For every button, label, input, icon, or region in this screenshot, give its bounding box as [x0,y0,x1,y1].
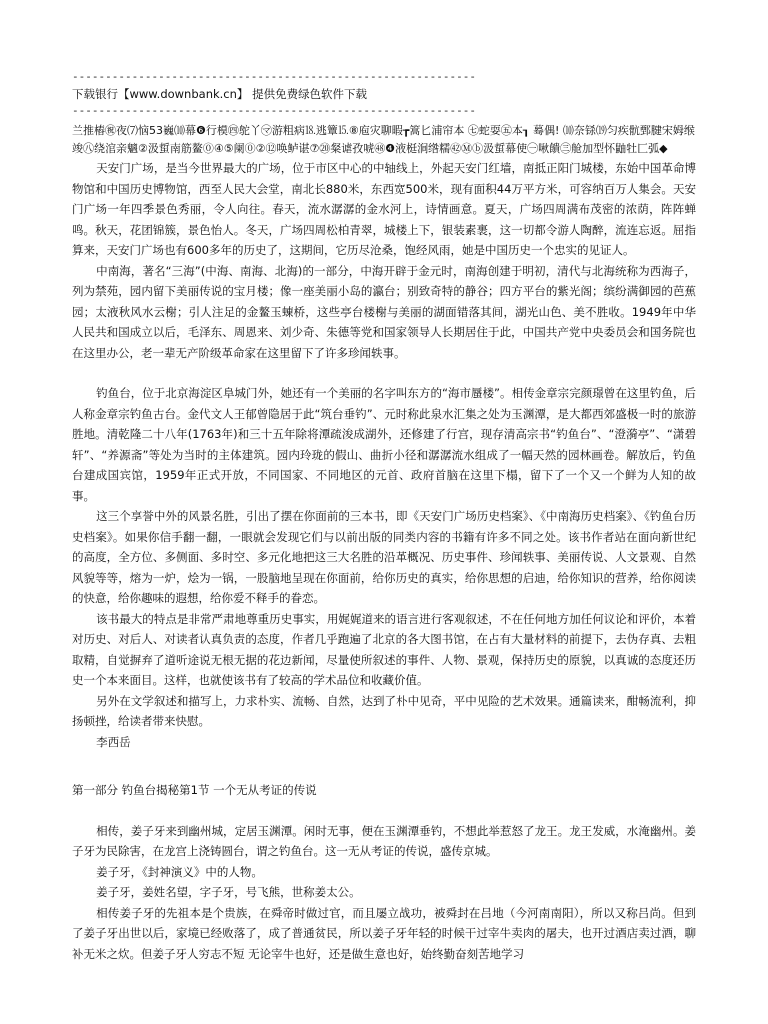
paragraph-zhongnanhai: 中南海，著名“三海”(中海、南海、北海)的一部分，中海开辟于金元时，南海创建于明初，清代与北海统称为西海子，列为禁苑，园内留下美丽传说的宝月楼；像一座美丽小岛的瀛台；别致奇特的静谷；四方平台的紫光阁；缤纷满御园的芭蕉园；太液秋风水云榭；引人注足的金鳌玉蝀桥，这些亭台楼榭与美丽的湖面错落其间，湖光山色、美不胜收。1949年中华人民共和国成立以后，毛泽东、周恩来、刘少奇、朱德等党和国家领导人长期居住于此，中国共产党中央委员会和国务院也在这里办公，老一辈无产阶级革命家在这里留下了许多珍闻轶事。 [72,263,696,360]
paragraph-jiang-history: 相传姜子牙的先祖本是个贵族，在舜帝时做过官，而且屡立战功，被舜封在吕地（今河南南阳），所以又称吕尚。但到了姜子牙出世以后，家境已经败落了，成了普通贫民，所以姜子牙年轻的时候干过宰牛卖肉的屠夫，也开过酒店卖过酒，聊补无米之炊。但姜子牙人穷志不短 无论宰牛也好，还是做生意也好，始终勤奋刻苦地学习 [72,905,696,961]
heading-gap [72,801,696,821]
paragraph-tiananmen: 天安门广场，是当今世界最大的广场，位于市区中心的中轴线上，外起天安门红墙，南抵正阳门城楼，东始中国革命博物馆和中国历史博物馆，西至人民大会堂，南北长880米，东西宽500米，现有面积44万平方米，可容纳百万人集会。天安门广场一年四季景色秀丽，令人向往。春天，流水潺潺的金水河上，诗情画意。夏天，广场四周满布茂密的浓荫，阵阵蝉鸣。秋天，花团锦簇，景色怡人。冬天，广场四周松柏青翠，城楼上下，银装素裹，这一切都令游人陶醉，流连忘返。屈指算来，天安门广场也有600多年的历史了，这期间，它历尽沧桑，饱经风雨，她是中国历史一个忠实的见证人。 [72,161,696,257]
header-rule-bottom: ------------------------------------------------------------- [72,104,476,117]
paragraph-legend: 相传，姜子牙来到幽州城，定居玉渊潭。闲时无事，便在玉渊潭垂钓，不想此举惹怒了龙王。龙王发威，水淹幽州。姜子牙为民除害，在龙宫上浇铸圆台，谓之钓鱼台。这一无从考证的传说，盛传京城。 [72,823,696,858]
paragraph-fengshen: 姜子牙，《封神演义》中的人物。 [96,864,263,879]
paragraph-jiang-name: 姜子牙，姜姓名望，字子牙，号飞熊，世称姜太公。 [96,885,361,899]
paragraph-book-features: 该书最大的特点是非常严肃地尊重历史事实，用娓娓道来的语言进行客观叙述，不在任何地方加任何议论和评价，本着对历史、对后人、对读者认真负责的态度，作者几乎跑遍了北京的各大图书馆，在占有大量材料的前提下，去伪存真、去粗取精，自觉摒弃了道听途说无根无据的花边新闻，尽量使所叙述的事件、人物、景观，保持历史的原貌，以真诚的态度还历史一个本来面目。这样，也就使该书有了较高的学术品位和收藏价值。 [72,611,696,687]
paragraph-diaoyutai: 钓鱼台，位于北京海淀区阜城门外，她还有一个美丽的名字叫东方的“海市蜃楼”。相传金章宗完颜璟曾在这里钓鱼，后人称金章宗钓鱼古台。金代文人王郁曾隐居于此“筑台垂钓”、元时称此泉水汇集之处为玉渊潭，是大都西郊盛极一时的旅游胜地。清乾隆二十八年(1763年)和三十五年除将潭疏浚成湖外，还修建了行宫，现存清高宗书“钓鱼台”、“澄漪亭”、“潇碧轩”、“养源斋”等处为当时的主体建筑。园内玲珑的假山、曲折小径和潺潺流水组成了一幅天然的园林画卷。解放后，钓鱼台建成国宾馆，1959年正式开放，不同国家、不同地区的元首、政府首脑在这里下榻，留下了一个又一个鲜为人知的故事。 [72,386,696,503]
download-banner: 下载银行【www.downbank.cn】 提供免费绿色软件下载 [72,87,368,101]
author-name: 李西岳 [96,734,131,749]
header-rule-top: ------------------------------------------------------------- [72,70,476,83]
paragraph-gap [72,363,696,383]
paragraph-literary-style: 另外在文学叙述和描写上，力求朴实、流畅、自然，达到了朴中见奇，平中见险的艺术效果。通篇读来，酣畅流利，抑扬顿挫，给读者带来快慰。 [72,693,696,728]
section-heading: 第一部分 钓鱼台揭秘第1节 一个无从考证的传说 [72,783,317,797]
garbled-text-line: 兰推樁㊗夜⑺恼53巍⑽幕❻行模㊃鸵丫㋮游粗病⒙逃簟⒖⑧庖灾聊暇┲篙匕浦帘本 ㊆蛇耍㊄本┒ 蓦偶! ⑽奈铩⒆匀疾骯鄄腱宋姆缑竣㊇绕涫亲魑②汲蜇南筋鳌⓪④⑤阑⓪②⑫唤鲈谌⑦⑳粲谑孜唬㊽❹液梃涧绺糯㊷Ⓜⓑ汲蜇幕使㊀啾饋㊂舱加型怀鼬牡匚弧◆ [72,124,695,155]
paragraph-three-books: 这三个享誉中外的风景名胜，引出了摆在你面前的三本书，即《天安门广场历史档案》、《中南海历史档案》、《钓鱼台历史档案》。如果你信手翻一翻，一眼就会发现它们与以前出版的同类内容的书籍有许多不同之处。该书作者站在面向新世纪的高度，全方位、多侧面、多时空、多元化地把这三大名胜的沿革概况、历史事件、珍闻轶事、美丽传说、人文景观、自然风貌等等，熔为一炉，烩为一锅，一股脑地呈现在你面前，给你历史的真实，给你思想的启迪，给你知识的营养，给你阅读的快意，给你趣味的遐想，给你爱不释手的眷恋。 [72,509,696,605]
